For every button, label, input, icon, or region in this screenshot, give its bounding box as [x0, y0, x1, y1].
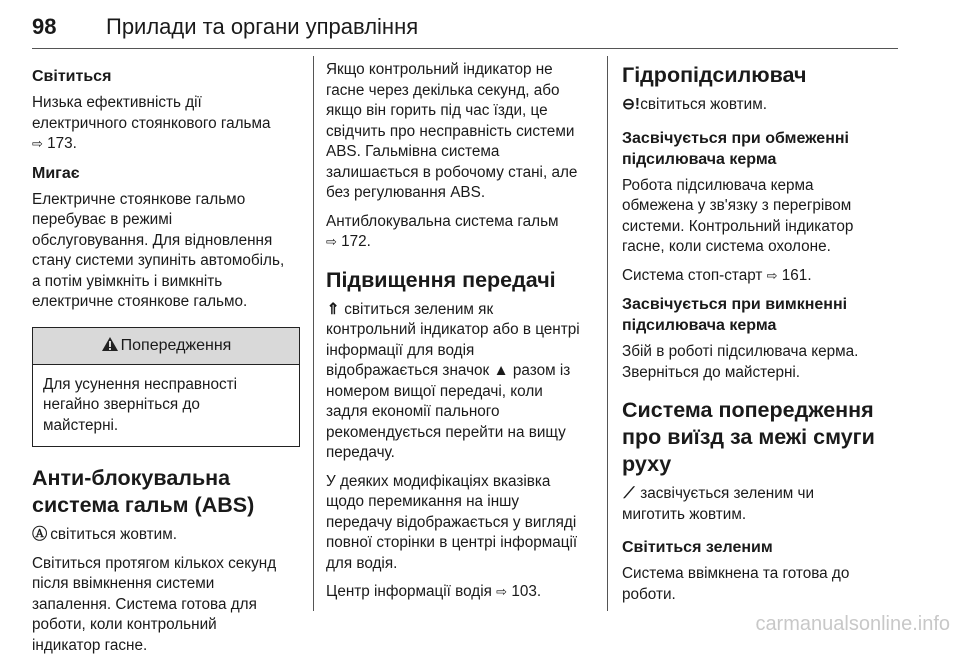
paragraph-stopstart: Система стоп-старт ⇨ 161. [622, 266, 812, 284]
section-heading-abs: Анти-блокувальна система гальм (ABS) [32, 466, 255, 517]
page-ref-arrow-icon: ⇨ [766, 267, 778, 283]
paragraph-abs: Світиться протягом кількох секунд після ввімкнення системи запалення. Система готова для роботи, коли контрольний індикатор гасне. [32, 554, 277, 654]
paragraph-blinks: Електричне стоянкове гальмо перебуває в режимі обслуговування. Для відновлення стану системи зупиніть автомобіль, а потім увімкніть і вимкніть електричне стоянкове гальмо. [32, 190, 285, 310]
column-divider [313, 56, 314, 611]
paragraph-reduced: Робота підсилювача керма обмежена у зв'язку з перегрівом системи. Контрольний індикатор гасне, коли система охолоне. [622, 176, 854, 255]
paragraph-green: Система ввімкнена та готова до роботи. [622, 565, 850, 603]
page-header [32, 14, 900, 50]
page-ref-arrow-icon: ⇨ [496, 584, 508, 599]
section-heading-reduced: Засвічується при обмеженні підсилювача керма [622, 129, 849, 168]
section-heading-blinks: Мигає [32, 164, 80, 182]
page-number: 98 [32, 14, 57, 39]
column-2 [326, 60, 594, 611]
paragraph-dic-ref: Центр інформації водія ⇨ 103. [326, 583, 542, 600]
watermark: carmanualsonline.info [755, 613, 950, 635]
column-3 [622, 62, 890, 613]
paragraph-steering-indicator: ⊖! світиться жовтим. [622, 95, 890, 116]
paragraph-ldw: ⟋ засвічується зеленим чи миготить жовтим. [622, 485, 815, 523]
warning-title: Попередження [120, 336, 232, 354]
column-divider [607, 56, 608, 611]
section-heading-upshift: Підвищення передачі [326, 267, 556, 292]
section-heading-green: Світиться зеленим [622, 539, 773, 556]
paragraph-lights: Низька ефективність дії електричного стоянкового гальма ⇨ 173. [32, 94, 271, 152]
section-heading-ldw: Система попередження про виїзд за межі смуги руху [622, 398, 875, 476]
page-title: Прилади та органи управління [106, 14, 419, 39]
section-heading-lights: Світиться [32, 68, 112, 85]
paragraph-off: Збій в роботі підсилювача керма. Зверніться до майстерні. [622, 343, 859, 381]
lane-departure-icon: ⟋ [623, 485, 635, 502]
paragraph-upshift: ⇑ світиться зеленим як контрольний індикатор або в центрі інформації для водія відображається значок ▲ разом із номером вищої передачі, коли задля економії пального рекомендується перейти на вищу передачу. [326, 300, 580, 461]
paragraph-abs-ref: Антиблокувальна система гальм ⇨ 172. [326, 212, 559, 250]
warning-triangle-icon [101, 336, 119, 352]
warning-box [32, 327, 300, 448]
warning-body: Для усунення несправності негайно зверніться до майстерні. [43, 375, 238, 434]
section-heading-off: Засвічується при вимкненні підсилювача керма [622, 296, 848, 334]
abs-indicator-icon: Ⓐ [32, 526, 48, 543]
column-1 [32, 66, 300, 664]
page-ref-arrow-icon: ⇨ [326, 234, 337, 249]
upshift-indicator-icon: ⇑ [326, 300, 340, 318]
paragraph-upshift-variant: У деяких модифікаціях вказівка щодо перемикання на іншу передачу відображається у вигляді повної сторінки в центрі інформації для водія. [326, 472, 578, 572]
section-heading-steering: Гідропідсилювач [622, 63, 807, 87]
page-ref-arrow-icon: ⇨ [32, 136, 43, 151]
paragraph-abs-continued: Якщо контрольний індикатор не гасне через декілька секунд, або якщо він горить під час їзди, це свідчить про несправність системи ABS. Гальмівна система залишається в робочому стані, але без регулювання ABS. [326, 61, 578, 201]
header-rule [32, 48, 898, 49]
paragraph-abs-indicator: Ⓐ світиться жовтим. [32, 525, 300, 546]
steering-indicator-icon: ⊖! [622, 96, 640, 113]
warning-header [33, 328, 299, 365]
